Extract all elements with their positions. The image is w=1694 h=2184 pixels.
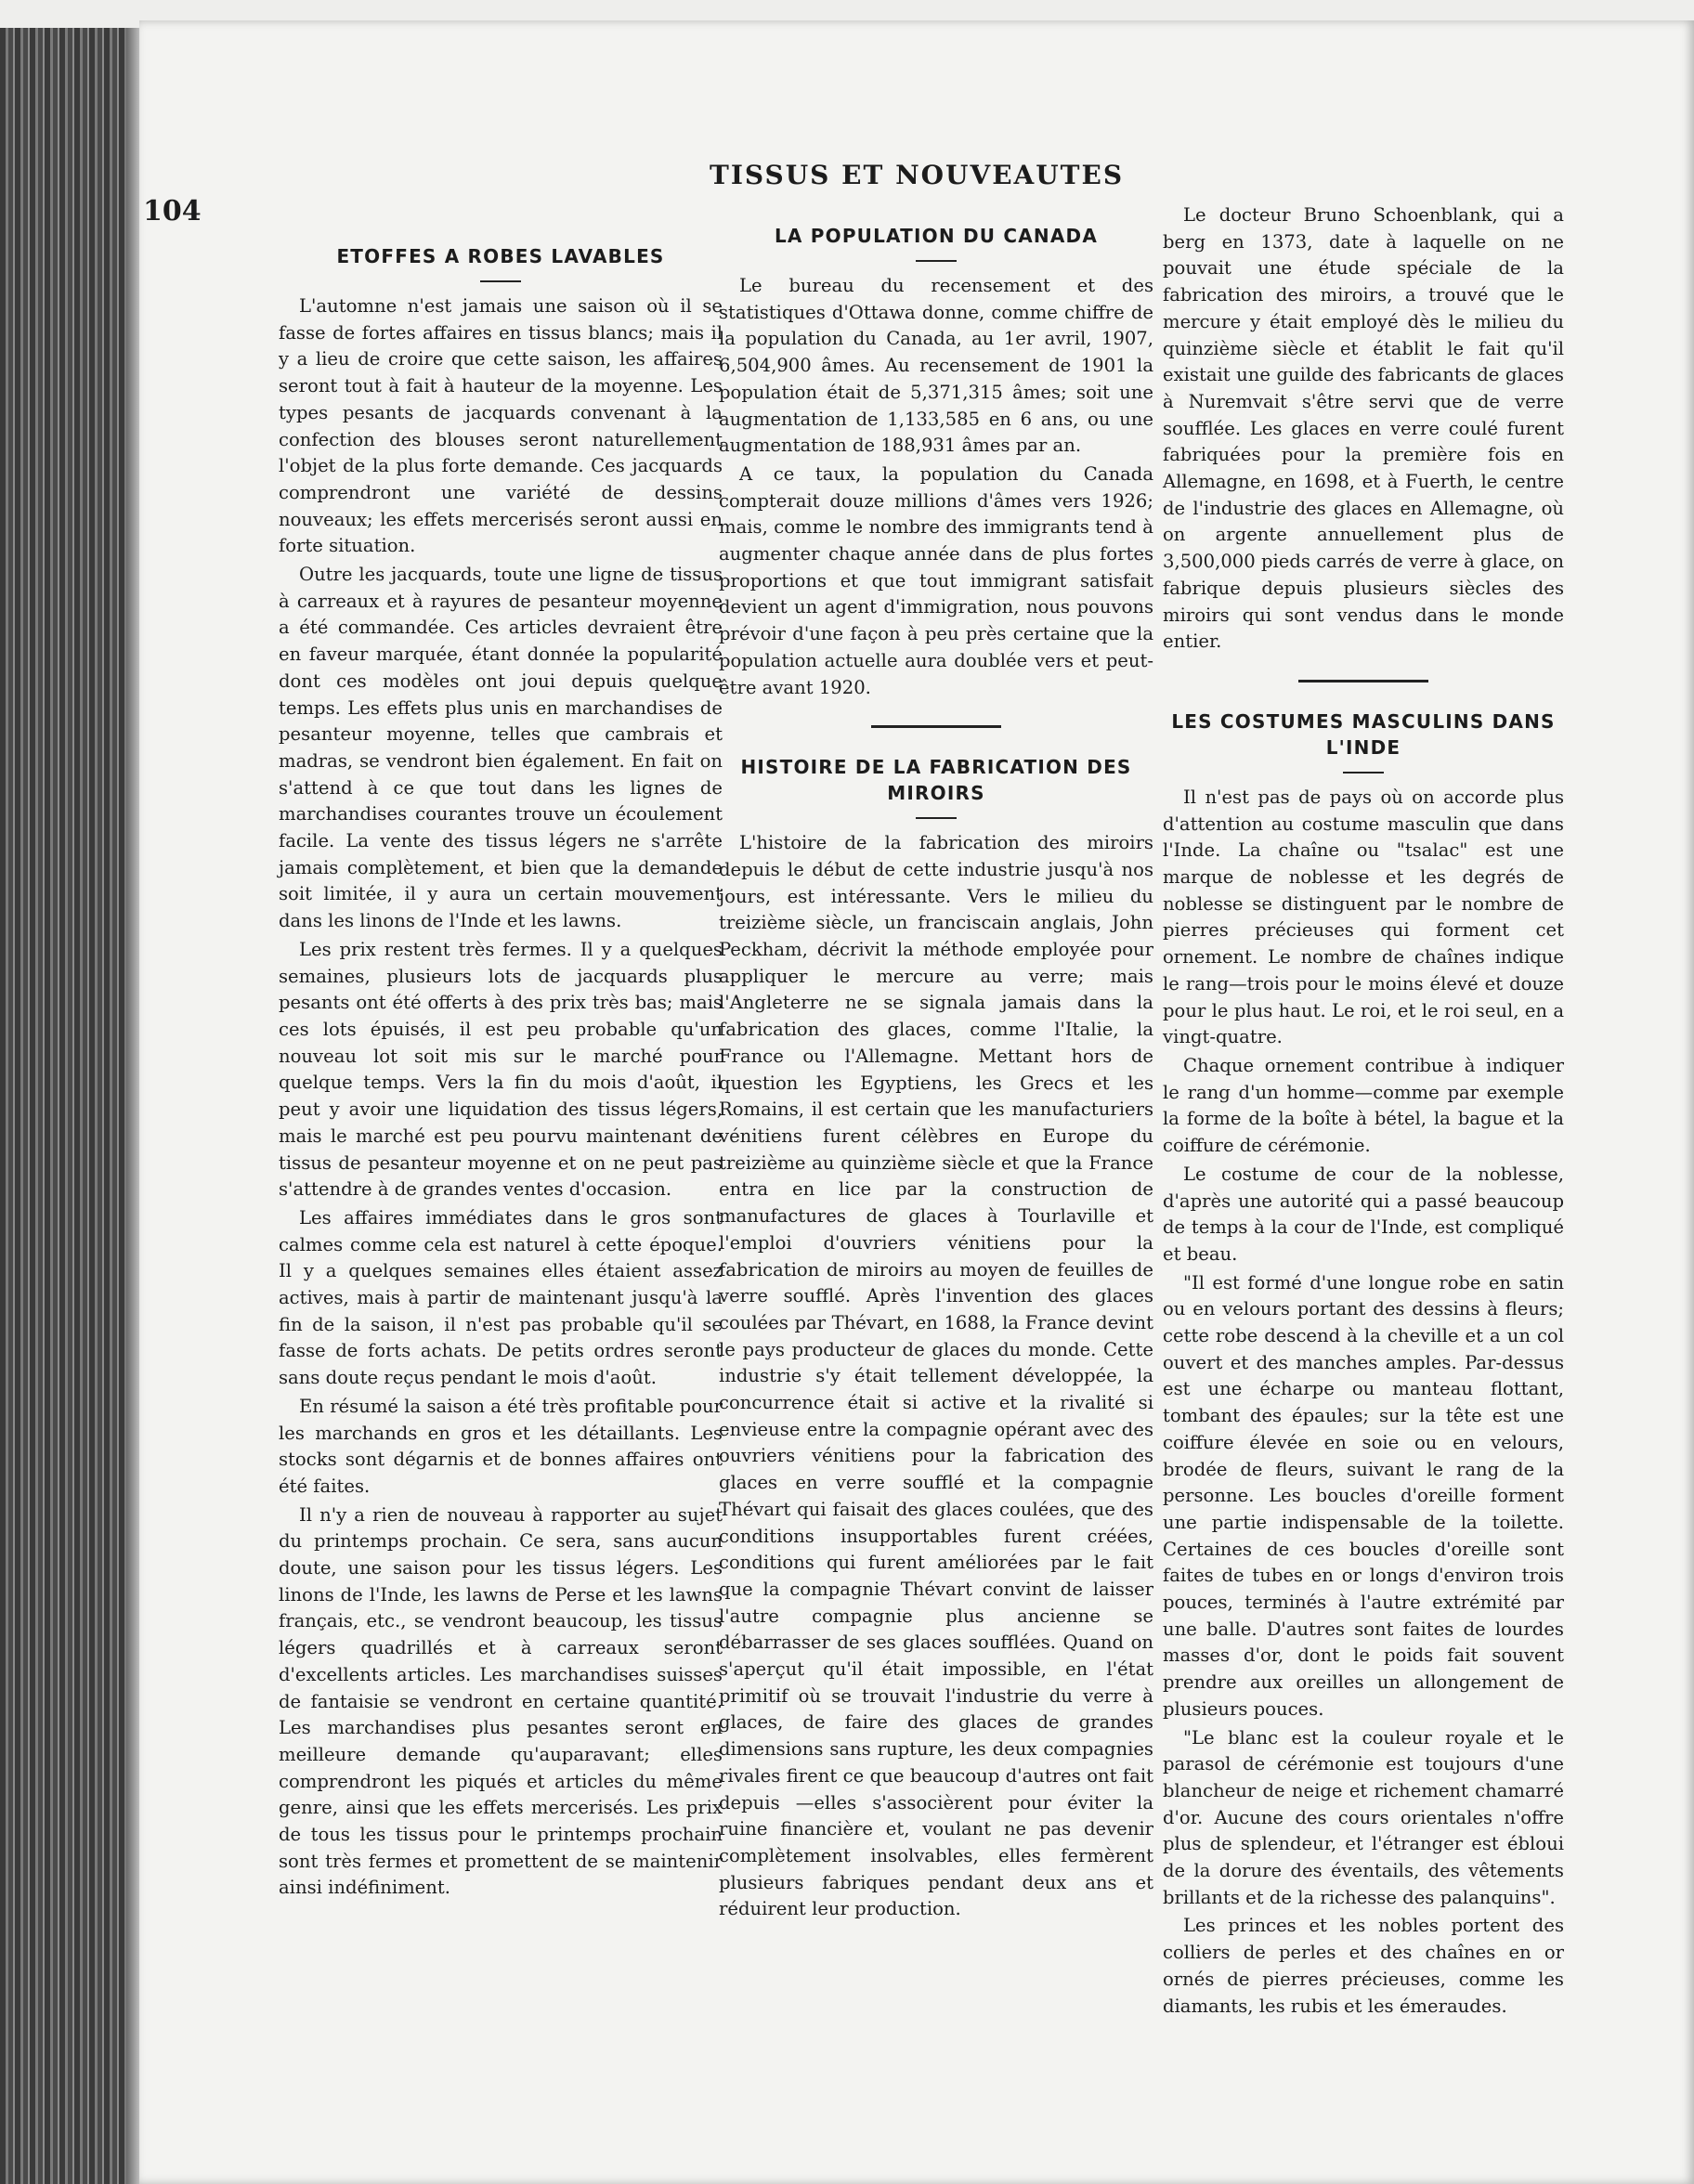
paragraph: "Le blanc est la couleur royale et le parasol de cérémonie est toujours d'une blancheur de neige et richement chamarré d'or. Aucune des cours orientales n'offre plus de splendeur, et l'étranger est ébloui de la dorure des éventails, des vêtements brillants et de la richesse des palanquins".	[1163, 1726, 1564, 1908]
paragraph: "Il est formé d'une longue robe en satin ou en velours portant des dessins à fleurs; cette robe descend à la cheville et a un col ouvert et des manches amples. Par-dessus est une écharpe ou manteau flottant, tombant des épaules; sur la tête est une coiffure élevée en soie ou en velours, brodée de fleurs, suivant le rang de la personne. Les boucles d'oreille forment une partie indispensable de la toilette. Certaines de ces boucles d'oreille sont faites de tubes en or longs d'environ trois pouces, terminés à l'autre extrémité par une balle. D'autres sont faites de lourdes masses d'or, dont le poids fait souvent prendre aux oreilles un allongement de plusieurs pouces.	[1163, 1271, 1564, 1720]
running-title: TISSUS ET NOUVEAUTES	[710, 160, 1125, 190]
section-rule	[1298, 680, 1428, 682]
section-rule	[871, 725, 1001, 728]
paragraph: L'histoire de la fabrication des miroirs depuis le début de cette industrie jusqu'à nos jours, est intéressante. Vers le milieu du treizième siècle, un franciscain anglais, John Peckham, décrivit la méthode employée pour appliquer le mercure au verre; mais l'Angleterre ne se signala jamais dans la fabrication des glaces, comme l'Italie, la France ou l'Allemagne. Mettant hors de question les Egyptiens, les Grecs et les Romains, il est certain que les manufacturiers vénitiens furent célèbres en Europe du treizième au quinzième siècle et que la France entra en lice par la construction de manufactures de glaces à Tourlaville et l'emploi d'ouvriers vénitiens pour la fabrication de miroirs au moyen de feuilles de verre soufflé. Après l'invention des glaces coulées par Thévart, en 1688, la France devint le pays producteur de glaces du monde. Cette industrie s'y était tellement développée, la concurrence était si active et la rivalité si envieuse entre la compagnie opérant avec des ouvriers vénitiens pour la fabrication des glaces en verre soufflé et la compagnie Thévart qui faisait des glaces coulées, que des conditions insupportables furent créées, conditions qui furent améliorées par le fait que la compagnie Thévart convint de laisser l'autre compagnie plus ancienne se débarrasser de ses glaces soufflées. Quand on s'aperçut qu'il était impossible, en l'état primitif où se trouvait l'industrie du verre à glaces, de faire des glaces de grandes dimensions sans rupture, les deux compagnies rivales firent ce que beaucoup d'autres ont fait depuis —elles s'associèrent pour éviter la ruine financière et, voulant ne pas devenir complètement insolvables, elles fermèrent plusieurs fabriques pendant deux ans et réduirent leur production.	[719, 832, 1153, 1920]
heading-dash	[480, 280, 521, 282]
heading-etoffes: ETOFFES A ROBES LAVABLES	[336, 245, 665, 267]
column-3	[1163, 202, 1564, 2020]
paragraph: L'automne n'est jamais une saison où il se fasse de fortes affaires en tissus blancs; mais il y a lieu de croire que cette saison, les affaires seront tout à fait à hauteur de la moyenne. Les types pesants de jacquards convenant à la confection des blouses seront naturellement l'objet de la plus forte demande. Ces jacquards comprendront une variété de dessins nouveaux; les effets mercerisés seront aussi en forte situation.	[279, 295, 723, 557]
paragraph: Les affaires immédiates dans le gros sont calmes comme cela est naturel à cette époque. Il y a quelques semaines elles étaient assez actives, mais à partir de maintenant jusqu'à la fin de la saison, il n'est pas probable qu'il se fasse de forts achats. De petits ordres seront sans doute reçus pendant le mois d'août.	[279, 1206, 723, 1389]
paragraph: Les prix restent très fermes. Il y a quelques semaines, plusieurs lots de jacquards plus pesants ont été offerts à des prix très bas; mais ces lots épuisés, il est peu probable qu'un nouveau lot soit mis sur le marché pour quelque temps. Vers la fin du mois d'août, il peut y avoir une liquidation des tissus légers, mais le marché est peu pourvu maintenant de tissus de pesanteur moyenne et on ne peut pas s'attendre à de grandes ventes d'occasion.	[279, 938, 723, 1201]
paragraph: Il n'est pas de pays où on accorde plus d'attention au costume masculin que dans l'Inde. La chaîne ou "tsalac" est une marque de noblesse et les degrés de noblesse se distinguent par le nombre de pierres précieuses qui forment cet ornement. Le nombre de chaînes indique le rang—trois pour le moins élevé et douze pour le plus haut. Le roi, et le roi seul, en a vingt-quatre.	[1163, 786, 1564, 1048]
page-number: 104	[143, 195, 202, 228]
paragraph: Le docteur Bruno Schoenblank, qui a berg en 1373, date à laquelle on ne pouvait une étude spéciale de la fabrication des miroirs, a trouvé que le mercure y était employé dès le milieu du quinzième siècle et établit le fait qu'il existait une guilde des fabricants de glaces à Nuremvait s'être servi que de verre soufflée. Les glaces en verre coulé furent fabriquées pour la première fois en Allemagne, en 1698, et à Fuerth, le centre de l'industrie des glaces en Allemagne, où on argente annuellement plus de 3,500,000 pieds carrés de verre à glace, on fabrique depuis plusieurs siècles des miroirs qui sont vendus dans le monde entier.	[1163, 204, 1564, 653]
heading-costumes: LES COSTUMES MASCULINS DANS L'INDE	[1171, 709, 1556, 759]
paragraph: Outre les jacquards, toute une ligne de tissus à carreaux et à rayures de pesanteur moyenne a été commandée. Ces articles devraient être en faveur marquée, étant donnée la popularité dont ces modèles ont joui depuis quelque temps. Les effets plus unis en marchandises de pesanteur moyenne, telles que cambrais et madras, se vendront bien également. En fait on s'attend à ce que tout dans les lignes de marchandises courantes trouve un écoulement facile. La vente des tissus légers ne s'arrête jamais complètement, et bien que la demande soit limitée, il y aura un certain mouvement dans les linons de l'Inde et les lawns.	[279, 564, 723, 932]
paragraph: A ce taux, la population du Canada compterait douze millions d'âmes vers 1926; mais, comme le nombre des immigrants tend à augmenter chaque année dans de plus fortes proportions et que tout immigrant satisfait devient un agent d'immigration, nous pouvons prévoir d'une façon à peu près certaine que la population actuelle aura doublée vers et peut-être avant 1920.	[719, 462, 1153, 698]
paragraph: Il n'y a rien de nouveau à rapporter au sujet du printemps prochain. Ce sera, sans aucun doute, une saison pour les tissus légers. Les linons de l'Inde, les lawns de Perse et les lawns français, etc., se vendront beaucoup, les tissus légers quadrillés et à carreaux seront d'excellents articles. Les marchandises suisses de fantaisie se vendront en certaine quantité. Les marchandises plus pesantes seront en meilleure demande qu'auparavant; elles comprendront les piqués et articles du même genre, ainsi que les effets mercerisés. Les prix de tous les tissus pour le printemps prochain sont très fermes et promettent de se maintenir ainsi indéfiniment.	[279, 1503, 723, 1899]
heading-dash	[916, 260, 957, 262]
column-2	[719, 223, 1153, 1923]
heading-miroirs: HISTOIRE DE LA FABRICATION DES MIROIRS	[740, 756, 1132, 805]
paragraph: Chaque ornement contribue à indiquer le rang d'un homme—comme par exemple la forme de la boîte à bétel, la bague et la coiffure de cérémonie.	[1163, 1054, 1564, 1157]
paragraph: Le costume de cour de la noblesse, d'après une autorité qui a passé beaucoup de temps à la cour de l'Inde, est compliqué et beau.	[1163, 1163, 1564, 1265]
heading-dash	[1343, 772, 1384, 774]
book-page-edges	[0, 28, 139, 2184]
paragraph: Les princes et les nobles portent des colliers de perles et des chaînes en or ornés de pierres précieuses, comme les diamants, les rubis et les émeraudes.	[1163, 1915, 1564, 2017]
heading-population: LA POPULATION DU CANADA	[774, 225, 1099, 247]
column-1	[279, 243, 723, 1902]
paragraph: Le bureau du recensement et des statistiques d'Ottawa donne, comme chiffre de la population du Canada, au 1er avril, 1907, 6,504,900 âmes. Au recensement de 1901 la population était de 5,371,315 âmes; soit une augmentation de 1,133,585 en 6 ans, ou une augmentation de 188,931 âmes par an.	[719, 275, 1153, 457]
heading-dash	[916, 817, 957, 819]
paragraph: En résumé la saison a été très profitable pour les marchands en gros et les détaillants. Les stocks sont dégarnis et de bonnes affaires ont été faites.	[279, 1395, 723, 1497]
